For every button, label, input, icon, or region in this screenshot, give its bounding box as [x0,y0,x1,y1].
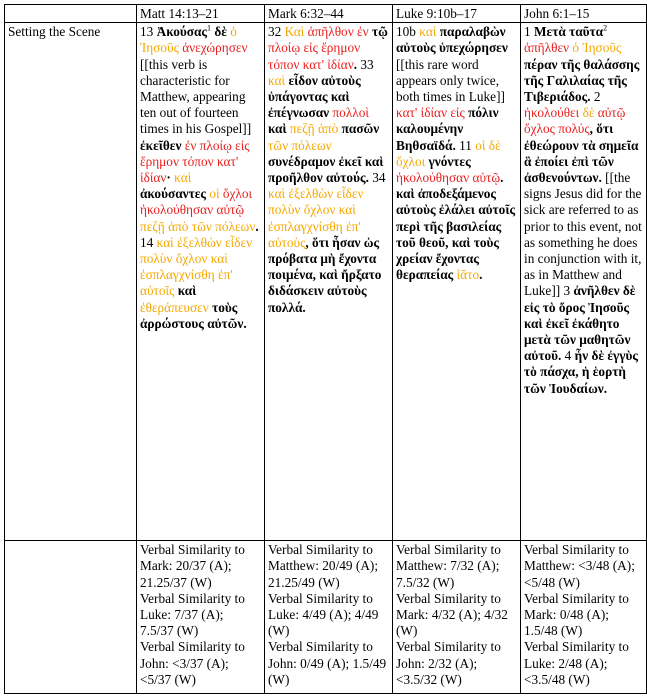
passage-segment: ἰᾶτο [456,267,480,283]
passage-segment: καὶ [268,121,290,137]
similarity-line: Verbal Similarity to Luke: 4/49 (A); 4/49 (W) [268,590,379,639]
passage-segment: . [353,56,361,72]
passage-segment: καὶ [419,24,437,40]
passage-segment: δὲ [211,24,231,40]
passage-segment: 4 [564,348,575,364]
passage-segment: καὶ ἐξελθὼν εἶδεν πολὺν ὄχλον καὶ ἐσπλαγχνίσθη ἐπ' αὐτοῖς [140,234,253,299]
passage-segment: ἐν πλοίῳ εἰς ἔρημον τόπον κατ' ἰδίαν [140,137,250,186]
header-row [5,5,647,23]
passage-segment: · [166,170,175,186]
passage-segment: ἀκούσαντες [140,186,210,202]
header-cell-mark: Mark 6:32–44 [265,5,393,23]
passage-segment: ἐκεῖθεν [140,137,185,153]
passage-segment: οἱ δὲ ὄχλοι [396,137,501,169]
passage-segment: [[this rare word appears only twice, both times in Luke]] [396,56,505,105]
passage-segment: , ὅτι ἦσαν ὡς πρόβατα μὴ ἔχοντα ποιμένα, καὶ ἤρξατο διδάσκειν αὐτοὺς πολλά. [268,234,382,315]
passage-segment: ὁ Ἰησοῦς [572,40,622,56]
passage-segment: 2 [593,89,601,105]
passage-segment: καὶ ἐξελθὼν εἶδεν πολὺν ὄχλον καὶ ἐσπλαγχνίσθη ἐπ' αὐτοὺς [268,186,364,250]
passage-segment: τοὺς ἀρρώστους αὐτῶν. [140,299,247,331]
similarity-line: Verbal Similarity to Luke: 7/37 (A); 7.5/37 (W) [140,590,245,639]
passage-segment: ὄχλοι ἠκολούθησαν αὐτῷ [140,186,253,218]
similarity-cell-john [521,541,647,694]
similarity-cell-luke [393,541,521,694]
passage-segment: 33 [360,56,374,72]
similarity-line: Verbal Similarity to Luke: 2/48 (A); <3.5/48 (W) [524,639,629,687]
passage-segment: ἐθεράπευσεν [140,299,209,315]
synoptic-comparison-table [4,4,647,694]
passage-segment: Ἀκούσας [156,24,208,40]
passage-segment: καὶ [174,283,197,299]
passage-segment: . [479,267,483,283]
passage-segment: 3 [563,283,574,299]
passage-segment: πολλοὶ [332,105,369,121]
passage-segment: 14 [140,234,157,250]
passage-segment: 32 [268,24,285,40]
passage-cell-matthew [137,23,265,541]
passage-segment: ἀνῆλθεν δὲ εἰς τὸ ὄρος Ἰησοῦς καὶ ἐκεῖ ἐκάθητο μετὰ τῶν μαθητῶν αὐτοῦ. [524,283,636,364]
passage-segment: 13 [140,24,157,40]
similarity-line: Verbal Similarity to Matthew: 20/49 (A); 21.25/49 (W) [268,542,379,590]
passage-segment: πασῶν [338,121,380,137]
passage-segment: ἦν δὲ ἐγγὺς τὸ πάσχα, ἡ ἑορτὴ τῶν Ἰουδαίων. [524,348,638,396]
passage-segment: γνόντες [425,153,471,169]
passage-segment: ἀπῆλθεν [524,40,573,56]
passage-segment: ἀνεχώρησεν [182,40,248,56]
passage-segment: [[the signs Jesus did for the sick are referred to as prior to this event, not as something he does in conjunction with it, as in Matthew and Luke]] [524,170,642,299]
similarity-label-empty [5,541,137,694]
passage-segment: τῷ [368,24,388,40]
header-cell-john: John 6:1–15 [521,5,647,23]
passage-segment: , ὅτι ἐθεώρουν τὰ σημεῖα ἃ ἐποίει ἐπὶ τῶν ἀσθενούντων. [524,121,639,186]
passage-segment: πεζῇ ἀπὸ [289,121,339,137]
passage-segment: ἀπῆλθον ἐν [307,24,369,40]
passage-segment: ὁ Ἰησοῦς [140,24,237,56]
footnote-marker: 2 [603,23,608,33]
passage-segment: παραλαβὼν αὐτοὺς [396,24,506,56]
passage-segment: συνέδραμον ἐκεῖ καὶ προῆλθον αὐτούς. [268,153,384,186]
similarity-line: Verbal Similarity to Mark: 4/32 (A); 4/32 (W) [396,590,508,639]
header-cell-matthew: Matt 14:13–21 [137,5,265,23]
passage-segment: Μετὰ ταῦτα [533,24,604,40]
footnote-marker: 1 [207,23,212,33]
passage-segment: πέραν τῆς θαλάσσης τῆς Γαλιλαίας τῆς Τιβεριάδος. [524,56,640,105]
similarity-cell-matthew [137,541,265,694]
passage-segment: αὐτῷ ὄχλος πολύς [524,105,626,137]
passage-segment: δὲ [582,105,595,121]
passage-segment: 1 [524,24,534,40]
passage-segment: καὶ [268,72,286,88]
similarity-line: Verbal Similarity to Mark: 20/37 (A); 21.25/37 (W) [140,542,245,590]
passage-segment: τῶν πόλεων [268,137,332,153]
passage-segment: 34 [372,170,386,186]
similarity-line: Verbal Similarity to Mark: 0/48 (A); 1.5/48 (W) [524,590,629,639]
similarity-line: Verbal Similarity to John: <3/37 (A); <5/37 (W) [140,639,245,687]
setting-row [5,23,647,541]
passage-segment: οἱ [209,186,223,202]
similarity-cell-mark [265,541,393,694]
passage-segment: ὑπεχώρησεν [438,40,508,56]
row-label: Setting the Scene [5,23,137,541]
passage-segment: ἠκολούθει [524,105,580,121]
similarity-line: Verbal Similarity to Matthew: 7/32 (A); 7.5/32 (W) [396,542,501,590]
passage-segment: κατ' ἰδίαν εἰς [396,105,465,121]
similarity-line: Verbal Similarity to Matthew: <3/48 (A); <5/48 (W) [524,542,635,590]
passage-segment: ἠκολούθησαν αὐτῷ [396,170,501,186]
header-cell-luke: Luke 9:10b–17 [393,5,521,23]
passage-cell-john [521,23,647,541]
passage-segment: Καὶ [284,24,308,40]
similarity-line: Verbal Similarity to John: 0/49 (A); 1.5/49 (W) [268,639,387,687]
header-cell-empty [5,5,137,23]
similarity-line: Verbal Similarity to John: 2/32 (A); <3.5/32 (W) [396,639,501,687]
passage-segment: πεζῇ ἀπὸ τῶν πόλεων [140,218,256,234]
passage-segment: 10b [396,24,420,40]
passage-segment: . καὶ ἀποδεξάμενος αὐτοὺς ἐλάλει αὐτοῖς περὶ τῆς βασιλείας τοῦ θεοῦ, καὶ τοὺς χρείαν ἔχοντας θεραπείας [396,170,516,283]
passage-cell-luke [393,23,521,541]
passage-segment: 11 [459,137,476,153]
passage-segment: πλοίῳ εἰς ἔρημον τόπον κατ' ἰδίαν [268,40,361,72]
similarity-row [5,541,647,694]
passage-segment: [[this verb is characteristic for Matthew, appearing ten out of fourteen times in his Gospel]] [140,56,252,137]
passage-cell-mark [265,23,393,541]
passage-segment: εἶδον αὐτοὺς ὑπάγοντας καὶ ἐπέγνωσαν [268,72,361,121]
passage-segment: πόλιν καλουμένην Βηθσαϊδά. [396,105,499,153]
passage-segment: . [255,218,259,234]
passage-segment: καὶ [174,170,192,186]
